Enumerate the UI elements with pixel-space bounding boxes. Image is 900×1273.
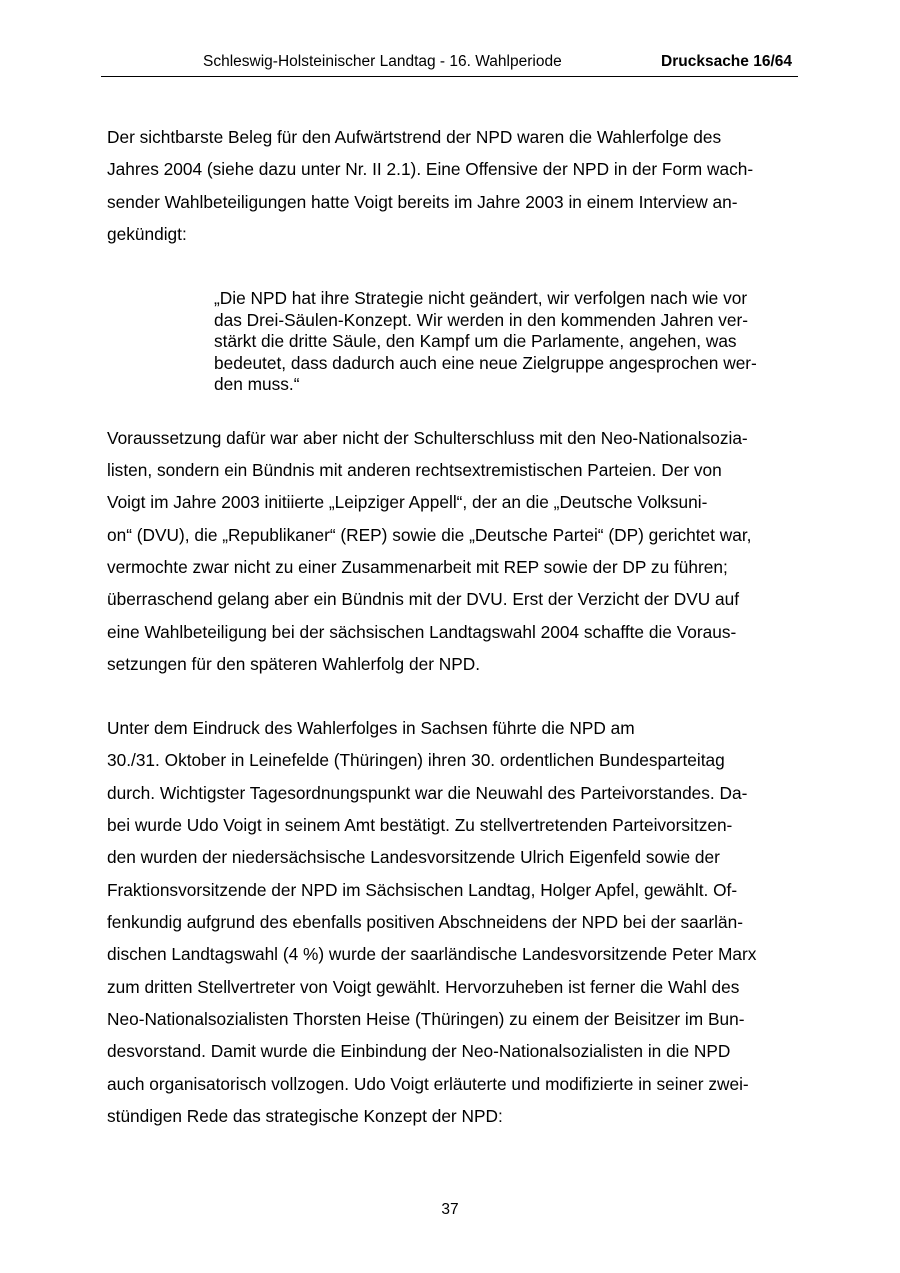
text-line: on“ (DVU), die „Republikaner“ (REP) sowie die „Deutsche Partei“ (DP) gerichtet war, <box>107 525 752 545</box>
quote-line: stärkt die dritte Säule, den Kampf um die Parlamente, angehen, was <box>214 331 737 351</box>
text-line: listen, sondern ein Bündnis mit anderen rechtsextremistischen Parteien. Der von <box>107 460 722 480</box>
text-line: dischen Landtagswahl (4 %) wurde der saarländische Landesvorsitzende Peter Marx <box>107 944 757 964</box>
text-line: auch organisatorisch vollzogen. Udo Voigt erläuterte und modifizierte in seiner zwei- <box>107 1074 749 1094</box>
text-line: Jahres 2004 (siehe dazu unter Nr. II 2.1). Eine Offensive der NPD in der Form wach- <box>107 159 754 179</box>
text-line: überraschend gelang aber ein Bündnis mit der DVU. Erst der Verzicht der DVU auf <box>107 589 740 609</box>
quote-line: bedeutet, dass dadurch auch eine neue Zielgruppe angesprochen wer- <box>214 353 757 373</box>
text-line: durch. Wichtigster Tagesordnungspunkt war die Neuwahl des Parteivorstandes. Da- <box>107 783 748 803</box>
text-line: gekündigt: <box>107 224 187 244</box>
text-line: Der sichtbarste Beleg für den Aufwärtstrend der NPD waren die Wahlerfolge des <box>107 127 722 147</box>
quote-line: das Drei-Säulen-Konzept. Wir werden in den kommenden Jahren ver- <box>214 310 749 330</box>
text-line: eine Wahlbeteiligung bei der sächsischen Landtagswahl 2004 schaffte die Voraus- <box>107 622 737 642</box>
text-line: Neo-Nationalsozialisten Thorsten Heise (Thüringen) zu einem der Beisitzer im Bun- <box>107 1009 745 1029</box>
text-line: setzungen für den späteren Wahlerfolg der NPD. <box>107 654 481 674</box>
page-header <box>101 52 798 77</box>
text-line: Unter dem Eindruck des Wahlerfolges in Sachsen führte die NPD am <box>107 718 635 738</box>
text-line: zum dritten Stellvertreter von Voigt gewählt. Hervorzuheben ist ferner die Wahl des <box>107 977 740 997</box>
header-document-number: Drucksache 16/64 <box>661 53 792 70</box>
text-line: bei wurde Udo Voigt in seinem Amt bestätigt. Zu stellvertretenden Parteivorsitzen- <box>107 815 733 835</box>
header-title: Schleswig-Holsteinischer Landtag - 16. Wahlperiode <box>203 53 562 70</box>
text-line: vermochte zwar nicht zu einer Zusammenarbeit mit REP sowie der DP zu führen; <box>107 557 728 577</box>
text-line: Voraussetzung dafür war aber nicht der Schulterschluss mit den Neo-Nationalsozia- <box>107 428 748 448</box>
text-line: sender Wahlbeteiligungen hatte Voigt bereits im Jahre 2003 in einem Interview an- <box>107 192 738 212</box>
text-line: stündigen Rede das strategische Konzept der NPD: <box>107 1106 503 1126</box>
text-line: fenkundig aufgrund des ebenfalls positiven Abschneidens der NPD bei der saarlän- <box>107 912 743 932</box>
text-line: 30./31. Oktober in Leinefelde (Thüringen) ihren 30. ordentlichen Bundesparteitag <box>107 750 725 770</box>
quote-line: „Die NPD hat ihre Strategie nicht geändert, wir verfolgen nach wie vor <box>214 288 748 308</box>
text-line: Voigt im Jahre 2003 initiierte „Leipziger Appell“, der an die „Deutsche Volksuni- <box>107 492 708 512</box>
page-number: 37 <box>441 1201 459 1218</box>
text-line: den wurden der niedersächsische Landesvorsitzende Ulrich Eigenfeld sowie der <box>107 847 720 867</box>
text-line: Fraktionsvorsitzende der NPD im Sächsischen Landtag, Holger Apfel, gewählt. Of- <box>107 880 738 900</box>
text-line: desvorstand. Damit wurde die Einbindung der Neo-Nationalsozialisten in die NPD <box>107 1041 731 1061</box>
quote-line: den muss.“ <box>214 374 300 394</box>
